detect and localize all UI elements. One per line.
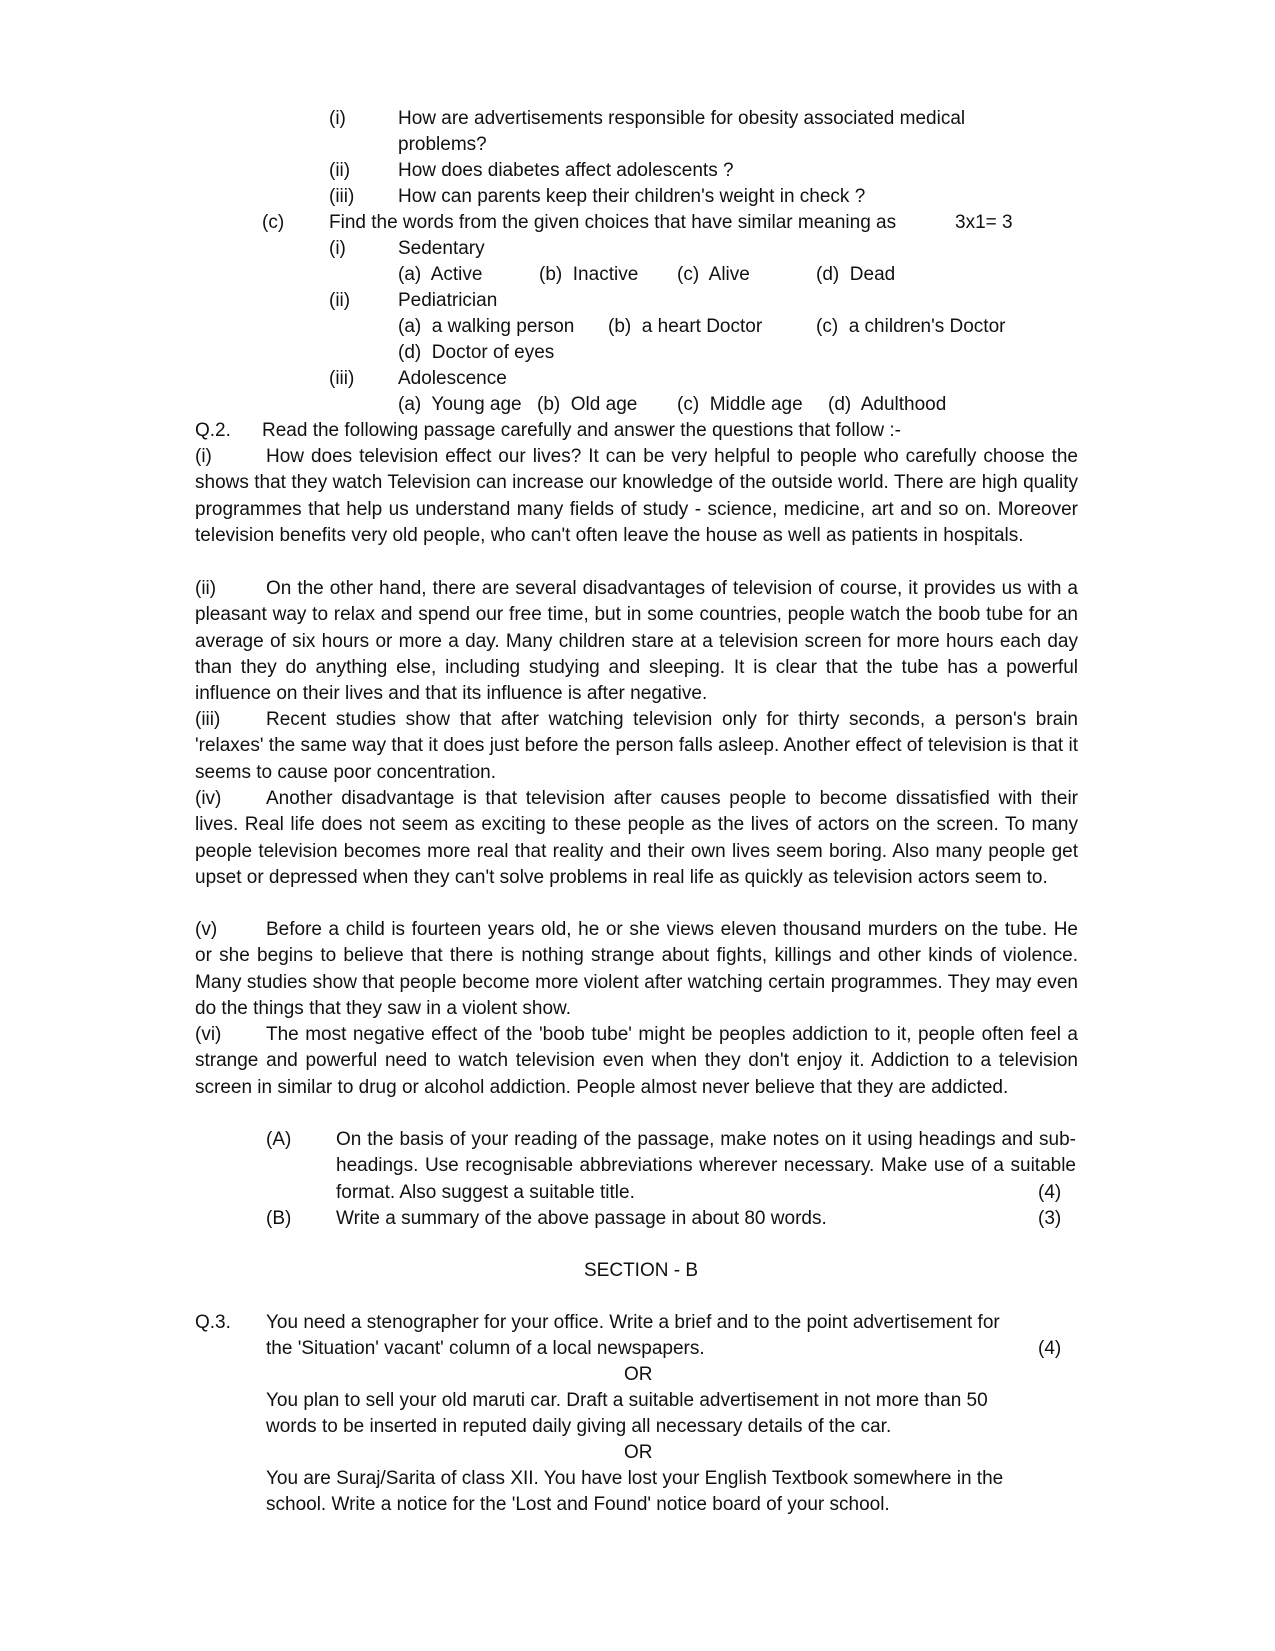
q1c-iii-opt-c: (c) Middle age [677, 394, 803, 415]
q1c-i-opt-c: (c) Alive [677, 264, 750, 285]
paragraph-text: Before a child is fourteen years old, he or she views eleven thousand murders on the tube. He or she begins to believe that there is nothing strange about fights, killings and other kinds of violence. Many studies show that people become more violent after watching certain programmes. They may even do the things that they saw in a violent show. [195, 919, 1078, 1019]
q1c-i-opt-a: (a) Active [398, 264, 483, 285]
paragraph-number: (iii) [195, 709, 221, 730]
paragraph-number: (vi) [195, 1024, 222, 1045]
q1b-ii-num: (ii) [329, 160, 351, 181]
paragraph-number: (ii) [195, 578, 217, 599]
q2-heading: Read the following passage carefully and answer the questions that follow :- [262, 420, 901, 441]
q3-option1-line1: You need a stenographer for your office. Write a brief and to the point advertisement for [266, 1312, 1000, 1333]
q3-num: Q.3. [195, 1312, 231, 1333]
passage-paragraph-ii [195, 576, 1078, 707]
section-b-title: SECTION - B [584, 1260, 699, 1281]
q1c-ii-opt-b: (b) a heart Doctor [608, 316, 763, 337]
paragraph-text: On the other hand, there are several disadvantages of television of course, it provides us with a pleasant way to relax and spend our free time, but in some countries, people watch the boob tube for an average of six hours or more a day. Many children stare at a television screen for more hours each day than they do anything else, including studying and sleeping. It is clear that the tube has a powerful influence on their lives and that its influence is after negative. [195, 578, 1078, 705]
paragraph-text: How does television effect our lives? It can be very helpful to people who carefully choose the shows that they watch Television can increase our knowledge of the outside world. There are high quality programmes that help us understand many fields of study - science, medicine, art and so on. Moreover television benefits very old people, who can't often leave the house as well as patients in hospitals. [195, 446, 1078, 546]
q1c-iii-num: (iii) [329, 368, 355, 389]
q1c-i-word: Sedentary [398, 238, 485, 259]
passage-paragraph-iv [195, 786, 1078, 891]
paragraph-number: (v) [195, 919, 218, 940]
q1c-iii-opt-b: (b) Old age [537, 394, 638, 415]
paragraph-number: (i) [195, 446, 212, 467]
q1c-iii-opt-d: (d) Adulthood [828, 394, 947, 415]
q3-option1-line2: the 'Situation' vacant' column of a local newspapers. [266, 1338, 705, 1359]
q1c-i-opt-b: (b) Inactive [539, 264, 639, 285]
q3-or-1: OR [624, 1364, 653, 1385]
paragraph-text: The most negative effect of the 'boob tube' might be peoples addiction to it, people often feel a strange and powerful need to watch television even when they don't enjoy it. Addiction to a television screen in similar to drug or alcohol addiction. People almost never believe that they are addicted. [195, 1024, 1078, 1098]
q1b-iii-text: How can parents keep their children's weight in check ? [398, 186, 866, 207]
task-label: (A) [266, 1129, 292, 1150]
passage-paragraph-iii [195, 707, 1078, 786]
q3-marks: (4) [1038, 1338, 1062, 1359]
task-text: On the basis of your reading of the passage, make notes on it using headings and sub-headings. Use recognisable abbreviations wherever necessary. Make use of a suitable format. Also suggest a suitable title. [336, 1129, 1076, 1203]
q2-task-b-marks: (3) [1038, 1208, 1062, 1229]
q3-option3-line1: You are Suraj/Sarita of class XII. You have lost your English Textbook somewhere in the [266, 1468, 1004, 1489]
q1c-i-num: (i) [329, 238, 346, 259]
q1b-ii-text: How does diabetes affect adolescents ? [398, 160, 734, 181]
q1c-ii-opt-d: (d) Doctor of eyes [398, 342, 555, 363]
paragraph-number: (iv) [195, 788, 222, 809]
q2-task-b-label: (B) [266, 1208, 292, 1229]
q3-option2-line1: You plan to sell your old maruti car. Draft a suitable advertisement in not more than 50 [266, 1390, 988, 1411]
q1c-ii-opt-c: (c) a children's Doctor [816, 316, 1006, 337]
q3-option3-line2: school. Write a notice for the 'Lost and Found' notice board of your school. [266, 1494, 890, 1515]
q1b-i-line1: How are advertisements responsible for obesity associated medical [398, 108, 966, 129]
q1c-ii-opt-a: (a) a walking person [398, 316, 575, 337]
q1c-i-opt-d: (d) Dead [816, 264, 896, 285]
q1c-iii-opt-a: (a) Young age [398, 394, 522, 415]
q2-task-a [266, 1127, 1076, 1206]
passage-paragraph-v [195, 917, 1078, 1022]
q3-or-2: OR [624, 1442, 653, 1463]
q1b-iii-num: (iii) [329, 186, 355, 207]
q1b-i-num: (i) [329, 108, 346, 129]
q2-num: Q.2. [195, 420, 231, 441]
passage-paragraph-i [195, 444, 1078, 549]
q1c-ii-word: Pediatrician [398, 290, 498, 311]
q3-option2-line2: words to be inserted in reputed daily giving all necessary details of the car. [266, 1416, 892, 1437]
q1c-iii-word: Adolescence [398, 368, 507, 389]
paragraph-text: Recent studies show that after watching television only for thirty seconds, a person's brain 'relaxes' the same way that it does just before the person falls asleep. Another effect of television is that it seems to cause poor concentration. [195, 709, 1078, 783]
q2-task-b-text: Write a summary of the above passage in about 80 words. [336, 1208, 827, 1229]
q2-task-a-marks: (4) [1038, 1182, 1062, 1203]
q1c-text: Find the words from the given choices that have similar meaning as [329, 212, 897, 233]
q1c-ii-num: (ii) [329, 290, 351, 311]
q1c-marks: 3x1= 3 [955, 212, 1013, 233]
q1c-label: (c) [262, 212, 285, 233]
passage-paragraph-vi [195, 1022, 1078, 1101]
paragraph-text: Another disadvantage is that television after causes people to become dissatisfied with their lives. Real life does not seem as exciting to these people as the lives of actors on the screen. To many people television becomes more real that reality and their own lives seem boring. Also many people get upset or depressed when they can't solve problems in real life as quickly as television actors seem to. [195, 788, 1078, 888]
q1b-i-line2: problems? [398, 134, 487, 155]
